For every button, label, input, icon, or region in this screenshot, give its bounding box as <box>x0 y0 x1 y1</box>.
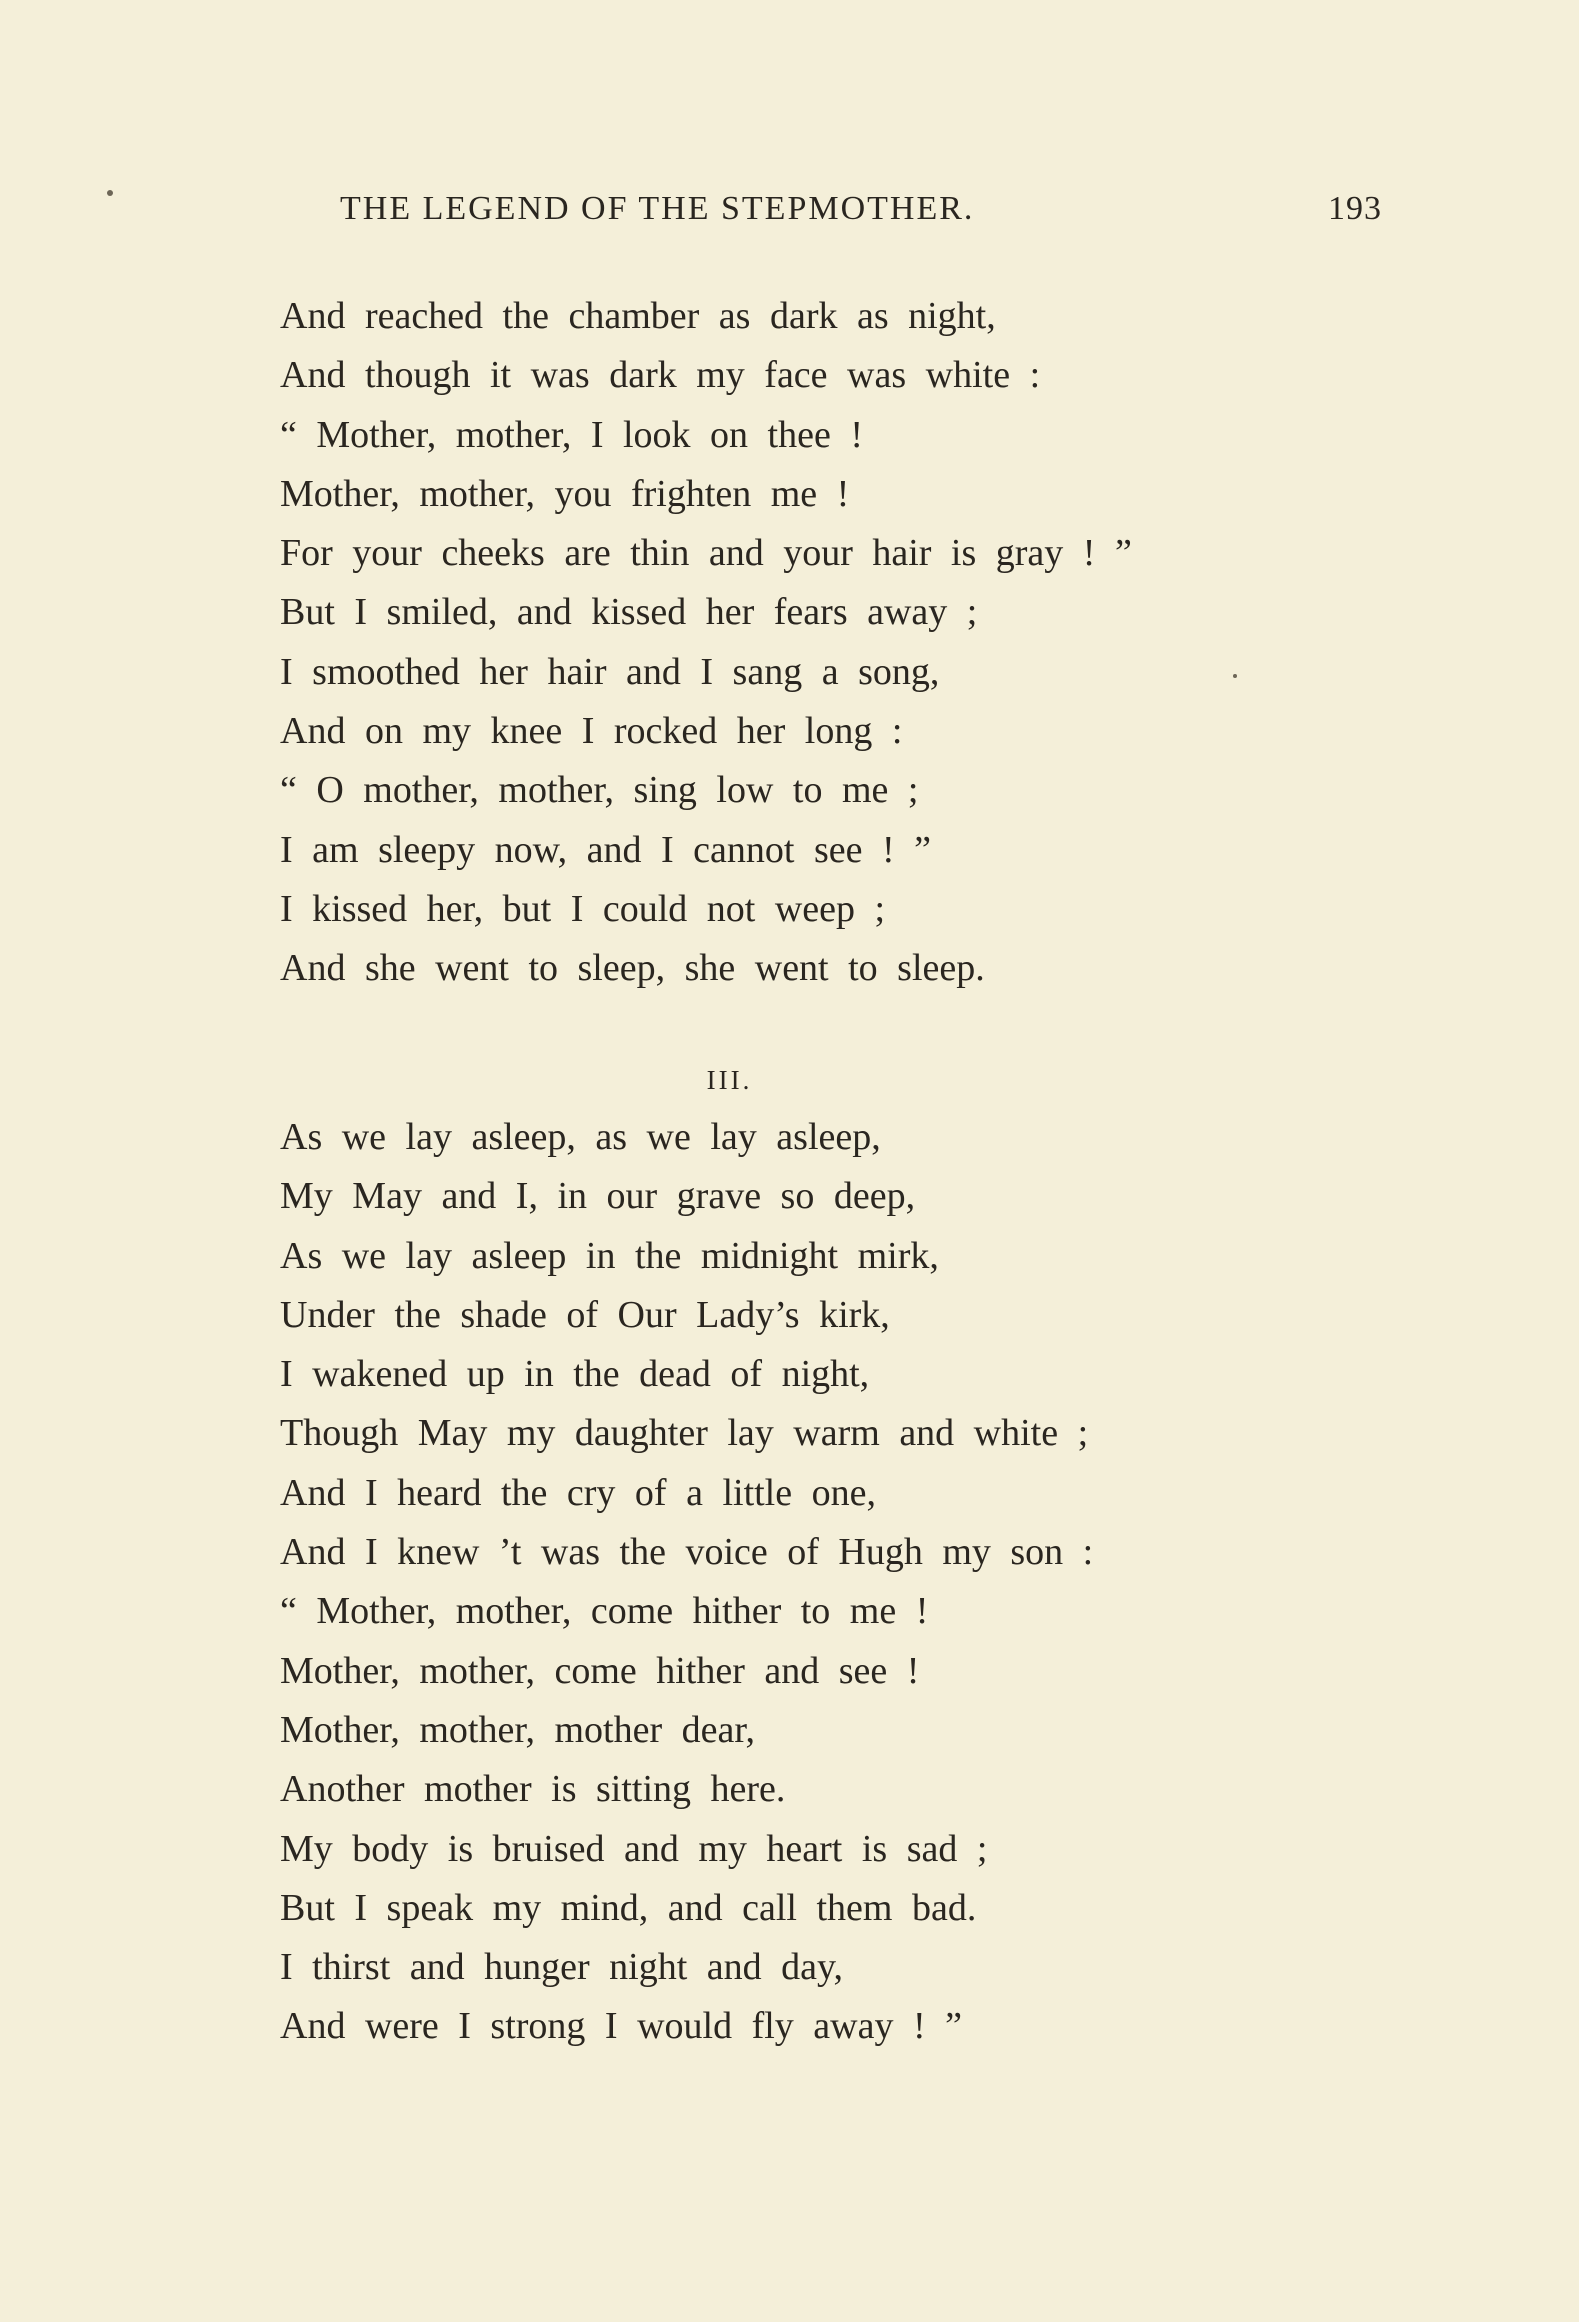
verse-line: And she went to sleep, she went to sleep. <box>280 947 985 990</box>
stanza <box>280 287 1380 999</box>
verse-line: My May and I, in our grave so deep, <box>280 1175 916 1218</box>
verse-line: And though it was dark my face was white : <box>280 354 1041 397</box>
verse-line: As we lay asleep, as we lay asleep, <box>280 1116 881 1158</box>
verse-line: Another mother is sitting here. <box>280 1768 786 1811</box>
page-number: 193 <box>1328 190 1382 227</box>
verse-line: I thirst and hunger night and day, <box>280 1946 844 1989</box>
verse-line: For your cheeks are thin and your hair is gray ! ” <box>280 532 1132 575</box>
verse-line: And were I strong I would fly away ! ” <box>280 2005 962 2048</box>
verse-line: “ O mother, mother, sing low to me ; <box>280 769 919 812</box>
running-title: THE LEGEND OF THE STEPMOTHER. <box>340 190 975 227</box>
verse-line: And I knew ’t was the voice of Hugh my son : <box>280 1531 1094 1574</box>
verse-line: My body is bruised and my heart is sad ; <box>280 1827 988 1870</box>
verse-line: I smoothed her hair and I sang a song, <box>280 650 940 693</box>
verse-line: “ Mother, mother, I look on thee ! <box>280 413 863 456</box>
verse-line: And I heard the cry of a little one, <box>280 1471 876 1514</box>
stanza <box>280 1108 1380 2057</box>
verse-line: But I smiled, and kissed her fears away ; <box>280 591 978 634</box>
verse-line: But I speak my mind, and call them bad. <box>280 1886 977 1929</box>
verse-line: As we lay asleep in the midnight mirk, <box>280 1234 939 1277</box>
verse-line: Mother, mother, mother dear, <box>280 1708 755 1751</box>
verse-line: And on my knee I rocked her long : <box>280 710 903 753</box>
verse-line: I am sleepy now, and I cannot see ! ” <box>280 828 931 871</box>
verse-line: Under the shade of Our Lady’s kirk, <box>280 1293 890 1336</box>
verse-line: Mother, mother, you frighten me ! <box>280 472 850 515</box>
verse-line: I wakened up in the dead of night, <box>280 1353 870 1396</box>
verse-line: “ Mother, mother, come hither to me ! <box>280 1590 929 1633</box>
verse-line: And reached the chamber as dark as night, <box>280 295 996 337</box>
verse-line: Though May my daughter lay warm and white ; <box>280 1412 1089 1455</box>
verse-line: I kissed her, but I could not weep ; <box>280 887 886 930</box>
running-header <box>340 190 1382 240</box>
verse-line: Mother, mother, come hither and see ! <box>280 1649 920 1692</box>
paper-speck <box>107 190 113 196</box>
section-numeral: III. <box>706 1065 753 1095</box>
